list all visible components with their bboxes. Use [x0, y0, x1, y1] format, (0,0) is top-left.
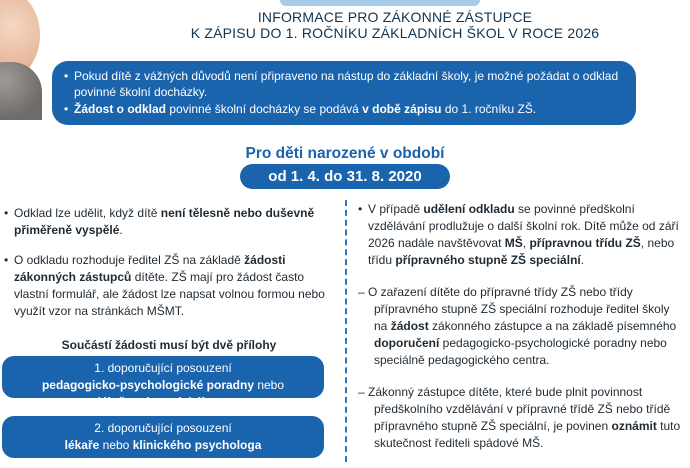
text-span: do 1. ročníku ZŠ.	[441, 102, 537, 116]
attachment-2	[2, 416, 324, 458]
emphasis: přípravného stupně ZŠ speciální	[395, 253, 581, 267]
child-shoulder	[0, 62, 42, 120]
text-span: se povinné předškolní vzdělávání prodlužuje o další školní rok. Dítě může od září 2026 nadále navštěvovat	[368, 202, 679, 250]
period-heading: Pro děti narozené v období	[245, 145, 445, 162]
attachment-label: 1. doporučující posouzení	[94, 361, 232, 375]
text-span: dítěte. ZŠ mají pro žádost často vlastní formulář, ale žádost lze napsat volnou formou nebo využít vzor na stránkách MŠMT.	[14, 270, 325, 318]
emphasis: klinického psychologa	[132, 438, 262, 452]
text-span: povinné školní docházky se podává	[166, 102, 363, 116]
title-line-1: INFORMACE PRO ZÁKONNÉ ZÁSTUPCE	[257, 9, 533, 25]
emphasis: žádost	[390, 319, 429, 333]
emphasis: udělení odkladu	[423, 202, 515, 216]
text-span: tuto skutečnost řediteli spádové MŠ.	[374, 419, 681, 450]
emphasis: Žádost o odklad	[74, 102, 167, 116]
bullet-icon: •	[4, 253, 9, 267]
emphasis: pedagogicko-psychologické poradny	[41, 378, 254, 392]
emphasis: žádosti zákonných zástupců	[14, 253, 286, 284]
emphasis: MŠ	[504, 236, 523, 250]
text-span: – O zařazení dítěte do přípravné třídy ZŠ nebo třídy přípravného stupně ZŠ speciální rozhoduje ředitel školy na	[358, 285, 670, 333]
text-span: , nebo třídu	[368, 236, 675, 267]
info-item	[64, 68, 622, 100]
text-span: nebo	[99, 438, 133, 452]
info-item-text	[74, 101, 536, 117]
list-item	[4, 205, 332, 239]
attachment-detail	[2, 437, 324, 454]
emphasis: přípravnou třídu ZŠ	[529, 236, 641, 250]
emphasis: lékaře	[64, 438, 100, 452]
emphasis: v době zápisu	[362, 102, 442, 116]
bullet-icon: •	[64, 69, 69, 83]
emphasis: není tělesně nebo duševně přiměřeně vyspělé	[14, 206, 315, 237]
left-column	[4, 205, 332, 320]
text-span: ,	[522, 236, 530, 250]
text-span: zákonného zástupce a na základě písemného	[428, 319, 677, 333]
bullet-icon: •	[64, 102, 69, 116]
attachment-detail	[2, 377, 324, 394]
attachment-detail-2	[2, 394, 324, 411]
note-paragraph	[358, 284, 684, 369]
list-item-text	[14, 205, 332, 239]
attachment-label: 2. doporučující posouzení	[94, 421, 232, 435]
text-span: nebo	[254, 378, 285, 392]
right-column	[358, 201, 684, 452]
list-item	[4, 252, 332, 320]
bullet-icon: •	[358, 202, 363, 216]
top-decoration	[280, 0, 480, 6]
list-item	[358, 201, 684, 269]
text-span: .	[580, 253, 585, 267]
info-item	[64, 101, 622, 117]
emphasis: doporučení	[374, 336, 440, 350]
info-item-text: Pokud dítě z vážných důvodů není připraveno na nástup do základní školy, je možné požádat o odklad povinné školní docházky.	[74, 69, 619, 99]
title-line-2: K ZÁPISU DO 1. ROČNÍKU ZÁKLADNÍCH ŠKOL V ROCE 2026	[190, 25, 600, 41]
period-range-text: od 1. 4. do 31. 8. 2020	[268, 168, 422, 185]
child-photo	[0, 0, 42, 120]
info-box	[52, 61, 636, 125]
attachment-1	[2, 356, 324, 409]
text-span: V případě	[368, 202, 424, 216]
attachments-title: Součástí žádosti musí být dvě přílohy	[61, 338, 277, 352]
bullet-icon: •	[4, 206, 9, 220]
page-title	[120, 9, 670, 41]
text-span: .	[119, 223, 123, 237]
text-span: – Zákonný zástupce dítěte, které bude plnit povinnost předškolního vzdělávání v přípravné třídě ZŠ nebo třídě přípravného stupně ZŠ speciální, je povinen	[358, 385, 671, 433]
text-span: pedagogicko-psychologické poradny nebo speciálně pedagogického centra.	[374, 336, 667, 367]
period-range	[240, 164, 450, 189]
text-span: O odkladu rozhoduje ředitel ZŠ na základě	[14, 253, 245, 267]
text-span: Odklad lze udělit, když dítě	[14, 206, 161, 220]
column-divider	[345, 200, 347, 462]
list-item-text	[368, 201, 684, 269]
emphasis: speciálně pedagogického centra	[70, 395, 256, 409]
list-item-text	[14, 252, 332, 320]
note-paragraph	[358, 384, 684, 452]
emphasis: oznámit	[611, 419, 657, 433]
